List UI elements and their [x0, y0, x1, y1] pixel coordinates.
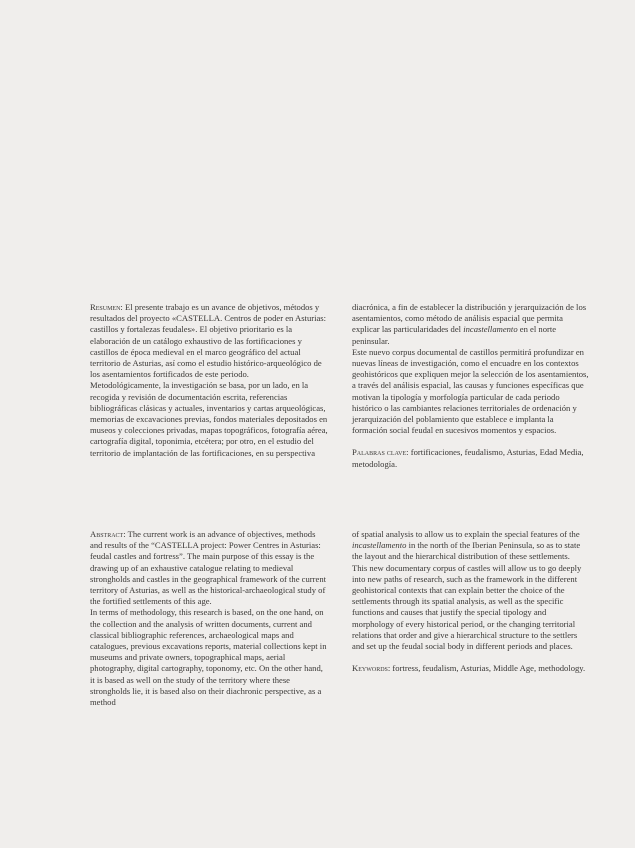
abstract-section — [90, 529, 590, 708]
keywords-text: fortress, feudalism, Asturias, Middle Age, methodology. — [392, 663, 586, 674]
abstract-label: Abstract: — [90, 529, 126, 539]
abstract-paragraph-3: This new documentary corpus of castles will allow us to go deeply into new paths of research, such as the framework in the different geohistorical contexts that can explain better the choice of the settlements through its spatial analysis, as well as the specific functions and causes that justify the special tipology and morphology of every historical period, or the changing territorial relations that order and give a hierarchical structure to the settlers and set up the feudal social body in different periods and places. — [352, 562, 582, 652]
resumen-column-right — [352, 302, 590, 470]
abstract-text-1: The current work is an advance of objectives, methods and results of the “CASTELLA project: Power Centres in Asturias: feudal castles and fortress”. The main purpose of this essay is the drawing up of an exhaustive catalogue relating to medieval strongholds and castles in the geographical framework of the current territory of Asturias, as well as the historical-archaeological study of the fortified settlements of this age. — [90, 529, 327, 607]
abstract-incastellamento: incastellamento — [352, 540, 407, 551]
keywords — [352, 663, 590, 674]
abstract-column-right — [352, 529, 590, 708]
palabras-clave-text: fortificaciones, feudalismo, Asturias, Edad Media, metodología. — [352, 447, 584, 469]
keywords-label: Keywords: — [352, 663, 391, 674]
resumen-label: Resumen: — [90, 302, 123, 312]
resumen-section — [90, 302, 590, 470]
resumen-paragraph-1 — [90, 302, 328, 380]
abstract-paragraph-1 — [90, 529, 328, 607]
resumen-text-2-tail: en el norte peninsular. — [352, 324, 557, 346]
palabras-clave — [352, 447, 590, 469]
abstract-paragraph-2a: In terms of methodology, this research is based, on the one hand, on the collection and the analysis of written documents, current and classical bibliographic references, archaeological maps and catalogues, previous excavations reports, material collections kept in museums and private owners, topographical maps, aerial photography, digital cartography, toponomy, etc. On the other hand, it is based as well on the study of the territory where these strongholds lie, it is based also on their diachronic perspective, as a method — [90, 607, 327, 708]
resumen-column-left — [90, 302, 328, 470]
resumen-paragraph-3: Este nuevo corpus documental de castillos permitirá profundizar en nuevas líneas de investigación, como el encuadre en los contextos geohistóricos que expliquen mejor la selección de los asentamientos, a través del análisis espacial, las causas y funciones específicas que motivan la tipología y morfología particular de cada periodo histórico o las cambiantes relaciones territoriales de ordenación y jerarquización del poblamiento que establece e implanta la formación social feudal en sucesivos momentos y espacios. — [352, 346, 589, 436]
palabras-clave-label: Palabras clave: — [352, 447, 409, 458]
resumen-paragraph-2b: diacrónica, a fin de establecer la distribución y jerarquización de los asentamientos, como método de análisis espacial que permita explicar las particularidades del incastellamento en el norte peninsular. — [352, 302, 587, 346]
abstract-column-left — [90, 529, 328, 708]
abstract-paragraph-2b: of spatial analysis to allow us to explain the special features of the incastellamento in the north of the Iberian Peninsula, so as to state the layout and the hierarchical distribution of these settlements. — [352, 529, 581, 562]
abstract-text-2-tail: in the north of the Iberian Peninsula, so as to state the layout and the hierarchical distribution of these settlements. — [352, 540, 581, 562]
resumen-text-1: El presente trabajo es un avance de objetivos, métodos y resultados del proyecto «CASTELLA. Centros de poder en Asturias: castillos y fortalezas feudales». El objetivo prioritario es la elaboración de un catálogo exhaustivo de las fortificaciones y castillos de época medieval en el marco geográfico del actual territorio de Asturias, así como el estudio histórico-arqueológico de los asentamientos fortificados de este periodo. — [90, 302, 327, 380]
resumen-incastellamento: incastellamento — [463, 324, 518, 335]
resumen-paragraph-2a: Metodológicamente, la investigación se basa, por un lado, en la recogida y revisión de documentación escrita, referencias bibliográficas clásicas y actuales, inventarios y cartas arqueológicas, memorias de excavaciones previas, fondos materiales depositados en museos y colecciones privadas, mapas topográficos, fotografía aérea, cartografía digital, toponimia, etcétera; por otro, en el estudio del territorio de implantación de las fortificaciones, en su perspectiva — [90, 380, 328, 458]
